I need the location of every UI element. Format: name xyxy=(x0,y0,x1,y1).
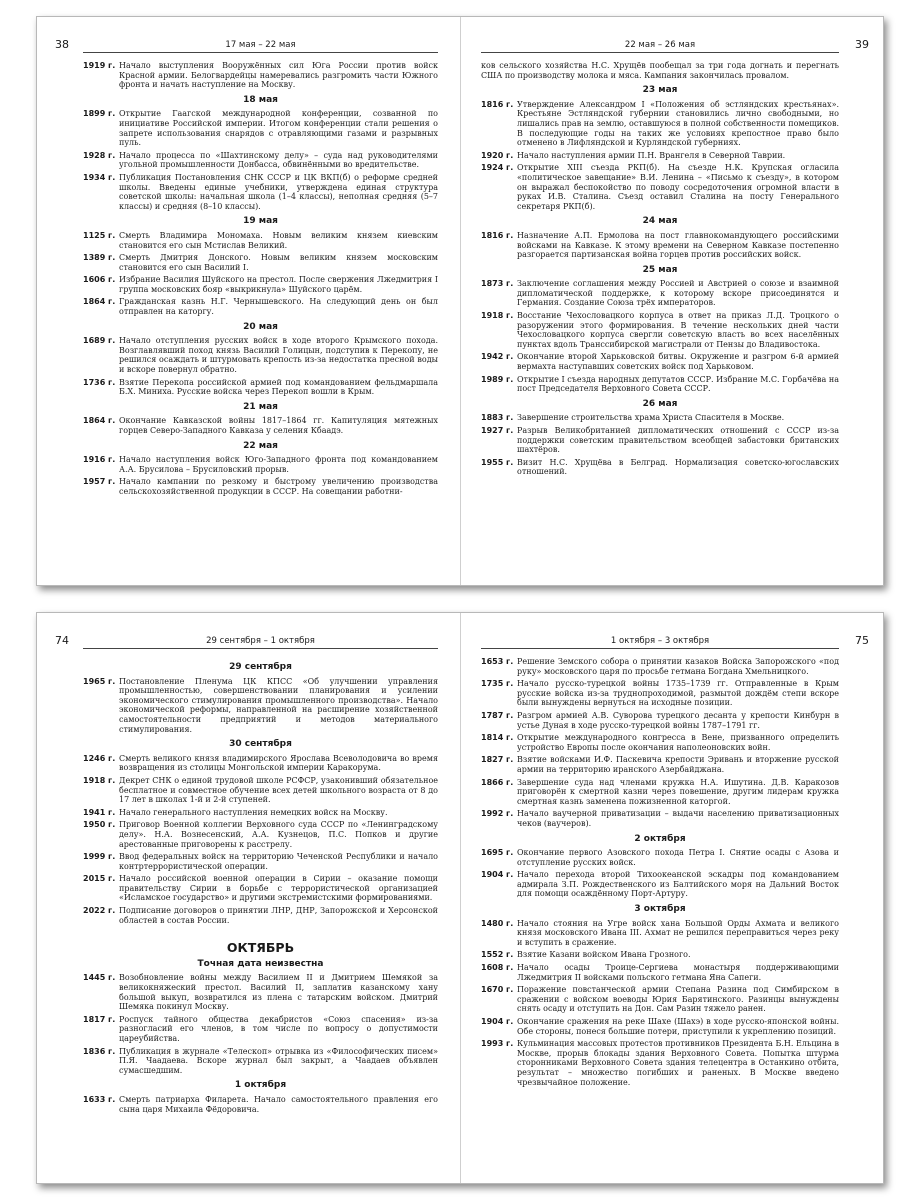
event-entry xyxy=(481,985,839,1014)
event-entry xyxy=(83,677,438,735)
event-text: Разгром армией А.В. Суворова турецкого десанта у крепости Кинбурн в устье Дуная в ходе русско-турецкой войны 1787–1791 гг. xyxy=(517,710,839,730)
event-text: Публикация в журнале «Телескоп» отрывка из «Философических писем» П.Я. Чаадаева. Вскоре журнал был закрыт, а Чаадаев объявлен сумасшедшим. xyxy=(119,1046,438,1075)
event-text: Начало российской военной операции в Сирии – оказание помощи правительству Сирии в борьбе с террористической организацией «Исламское государство» и другими экстремистскими формированиями. xyxy=(119,874,438,903)
event-entry xyxy=(481,963,839,982)
date-heading: 29 сентября xyxy=(229,662,292,672)
continued-text: ков сельского хозяйства Н.С. Хрущёв пообещал за три года догнать и перегнать США по производству молока и мяса. Кампания закончилась провалом. xyxy=(481,61,839,80)
event-text: Начало выступления Вооружённых сил Юга России против войск Красной армии. Белогвардейцы намеревались разгромить части Южного фронта и начать наступление на Москву. xyxy=(119,61,438,90)
running-header xyxy=(55,634,438,649)
page-number: 38 xyxy=(55,38,69,51)
event-year: 1814 г. xyxy=(481,733,514,743)
running-header xyxy=(481,634,869,649)
event-entry xyxy=(481,426,839,455)
page-number: 39 xyxy=(855,38,869,51)
event-year: 1992 г. xyxy=(481,809,514,819)
event-entry xyxy=(83,1015,438,1044)
date-heading: 30 сентября xyxy=(229,739,292,750)
event-entry xyxy=(83,61,438,90)
event-year: 1735 г. xyxy=(481,679,514,689)
event-entry xyxy=(83,455,438,474)
event-year: 1864 г. xyxy=(83,297,116,307)
event-text: Утверждение Александром I «Положения об эстляндских крестьянах». Крестьяне Эстляндской губернии становились лично свободными, но лишались прав на землю, оставшуюся в полной собственности помещиков. В последующие годы на таких же условиях крепостное право было отменено в Лифляндской и Курляндской губерниях. xyxy=(517,99,839,148)
event-entry xyxy=(83,1047,438,1076)
event-entry xyxy=(83,906,438,925)
event-text: Восстание Чехословацкого корпуса в ответ на приказ Л.Д. Троцкого о разоружении этого формирования. В течение нескольких дней части Чехословацкого корпуса свергли советскую власть во всех населённых пунктах вдоль Транссибирской магистрали от Пензы до Владивостока. xyxy=(517,311,839,349)
event-text: Открытие I съезда народных депутатов СССР. Избрание М.С. Горбачёва на пост Председателя Верховного Совета СССР. xyxy=(517,374,839,394)
event-year: 1919 г. xyxy=(83,61,116,70)
event-entry xyxy=(481,100,839,148)
event-entry xyxy=(481,413,839,423)
event-year: 1955 г. xyxy=(481,457,514,467)
event-year: 1816 г. xyxy=(481,230,514,240)
page-75 xyxy=(461,613,884,1183)
event-year: 1927 г. xyxy=(481,426,514,435)
event-year: 1920 г. xyxy=(481,150,514,160)
event-text: Кульминация массовых протестов противников Президента Б.Н. Ельцина в Москве, прорыв блокады здания Верховного Совета. Попытка штурма сторонниками Верховного Совета здания телецентра в Останкино отбита, результат – множество погибших и раненых. В Москве введено чрезвычайное положение. xyxy=(517,1039,839,1087)
event-year: 1904 г. xyxy=(481,870,514,880)
event-entry xyxy=(83,253,438,272)
event-year: 1941 г. xyxy=(83,807,116,817)
event-year: 1606 г. xyxy=(83,275,116,285)
date-heading: 3 октября xyxy=(634,904,686,915)
event-entry xyxy=(481,733,839,752)
event-entry xyxy=(481,657,839,676)
event-text: Окончание второй Харьковской битвы. Окружение и разгром 6-й армией вермахта наступавших советских войск под Харьковом. xyxy=(517,352,839,372)
event-entry xyxy=(83,874,438,903)
running-header xyxy=(481,38,869,53)
event-text: Открытие XIII съезда РКП(б). На съезде Н.К. Крупская огласила «политическое завещание» В.И. Ленина – «Письмо к съезду», в котором он выражал беспокойство по поводу сосредоточения огромной власти в руках И.В. Сталина. Съезд оставил Сталина на посту Генерального секретаря РКП(б). xyxy=(517,163,839,211)
event-text: Взятие Казани войском Ивана Грозного. xyxy=(517,950,691,960)
event-year: 1993 г. xyxy=(481,1039,514,1049)
event-text: Смерть великого князя владимирского Ярослава Всеволодовича во время возвращения из столицы Монгольской империи Каракорума. xyxy=(119,753,438,773)
page-number: 74 xyxy=(55,634,69,647)
event-text: Начало процесса по «Шахтинскому делу» – суда над руководителями угольной промышленности Донбасса, обвинёнными во вредительстве. xyxy=(119,150,438,170)
event-text: Визит Н.С. Хрущёва в Белград. Нормализация советско-югославских отношений. xyxy=(517,457,839,477)
event-entry xyxy=(83,808,438,818)
event-year: 1787 г. xyxy=(481,710,514,720)
event-year: 1883 г. xyxy=(481,413,514,423)
date-heading: 24 мая xyxy=(642,216,678,227)
event-entry xyxy=(481,311,839,349)
running-header xyxy=(55,38,438,53)
event-year: 1899 г. xyxy=(83,109,116,119)
event-year: 1934 г. xyxy=(83,172,116,182)
event-text: Подписание договоров о принятии ЛНР, ДНР, Запорожской и Херсонской областей в состав России. xyxy=(119,906,438,925)
event-text: Взятие войсками И.Ф. Паскевича крепости Эривань и вторжение русской армии на территорию иранского Азербайджана. xyxy=(517,755,839,774)
event-entry xyxy=(83,973,438,1011)
event-entry xyxy=(83,109,438,147)
event-entry xyxy=(481,809,839,828)
event-year: 1836 г. xyxy=(83,1046,116,1056)
event-entry xyxy=(83,275,438,294)
month-heading: ОКТЯБРЬ xyxy=(226,940,295,956)
page-number: 75 xyxy=(855,634,869,647)
event-year: 1480 г. xyxy=(481,918,514,928)
event-entry xyxy=(481,755,839,774)
event-entry xyxy=(481,848,839,867)
event-year: 1918 г. xyxy=(481,311,514,321)
event-year: 1942 г. xyxy=(481,352,514,362)
event-text: Публикация Постановления СНК СССР и ЦК ВКП(б) о реформе средней школы. Введены единые учебники, утверждена единая структура советской школы: начальная школа (1–4 классы), неполная средняя (5–7 классы) и средняя (8–10 классы). xyxy=(119,172,438,211)
event-entry xyxy=(83,378,438,397)
event-text: Начало отступления русских войск в ходе второго Крымского похода. Возглавлявший поход князь Василий Голицын, подступив к Перекопу, не решился осаждать и штурмовать крепость из-за недостатка пресной воды и вскоре повернул обратно. xyxy=(119,336,438,375)
event-entry xyxy=(481,870,839,899)
event-entry xyxy=(481,950,839,960)
event-entry xyxy=(83,852,438,871)
event-text: Начало стояния на Угре войск хана Большой Орды Ахмата и великого князя московского Ивана III. Ахмат не решился переправиться через реку и вступить в сражение. xyxy=(517,918,839,947)
event-year: 1389 г. xyxy=(83,253,116,263)
page-38 xyxy=(37,17,461,585)
date-heading: 23 мая xyxy=(642,85,678,96)
event-text: Декрет СНК о единой трудовой школе РСФСР, узаконивший обязательное бесплатное и совместное обучение всех детей школьного возраста от 8 до 17 лет в школах 1-й и 2-й ступеней. xyxy=(119,775,438,805)
event-year: 1653 г. xyxy=(481,657,514,666)
event-entry xyxy=(481,163,839,211)
event-text: Начало наступления войск Юго-Западного фронта под командованием А.А. Брусилова – Брусиловский прорыв. xyxy=(119,455,438,474)
event-entry xyxy=(481,151,839,161)
date-heading: 22 мая xyxy=(243,440,278,451)
event-year: 1918 г. xyxy=(83,775,116,785)
event-text: Завершение строительства храма Христа Спасителя в Москве. xyxy=(517,413,785,423)
event-year: 1633 г. xyxy=(83,1094,116,1104)
date-heading: 20 мая xyxy=(243,321,278,332)
page-body xyxy=(481,657,839,1090)
event-text: Постановление Пленума ЦК КПСС «Об улучшении управления промышленностью, совершенствовании планирования и усилении экономического стимулирования промышленного производства». Начало экономической реформы, направленной на расширение хозяйственной самостоятельности предприятий и методов материального стимулирования. xyxy=(119,676,438,734)
event-entry xyxy=(481,1039,839,1087)
event-entry xyxy=(83,820,438,849)
event-entry xyxy=(481,919,839,948)
header-date-range: 22 мая – 26 мая xyxy=(624,40,696,50)
event-entry xyxy=(481,778,839,807)
subheading: Точная дата неизвестна xyxy=(197,958,324,969)
header-date-range: 17 мая – 22 мая xyxy=(225,40,296,50)
event-year: 1816 г. xyxy=(481,99,514,109)
event-year: 1965 г. xyxy=(83,676,116,686)
event-text: Открытие международного конгресса в Вене, призванного определить устройство Европы после окончания наполеоновских войн. xyxy=(517,733,839,752)
event-entry xyxy=(83,1095,438,1114)
page-39 xyxy=(461,17,884,585)
event-text: Завершение суда над членами кружка Н.А. Ишутина. Д.В. Каракозов приговорён к смертной казни через повешение, другим лидерам кружка смертная казнь заменена пожизненной каторгой. xyxy=(517,777,839,806)
event-text: Разрыв Великобританией дипломатических отношений с СССР из-за поддержки советским правительством всеобщей забастовки британских шахтёров. xyxy=(517,426,839,455)
page-body xyxy=(481,61,839,480)
event-year: 1873 г. xyxy=(481,279,514,289)
event-year: 1864 г. xyxy=(83,416,116,426)
event-year: 1924 г. xyxy=(481,163,514,173)
event-year: 1736 г. xyxy=(83,377,116,387)
event-entry xyxy=(481,231,839,260)
event-text: Окончание сражения на реке Шахе (Шахэ) в ходе русско-японской войны. Обе стороны, понеся большие потери, приступили к укреплению позиций. xyxy=(517,1017,839,1036)
event-text: Начало наступления армии П.Н. Врангеля в Северной Таврии. xyxy=(517,150,786,160)
event-year: 1950 г. xyxy=(83,820,116,830)
event-entry xyxy=(83,297,438,316)
event-text: Смерть Дмитрия Донского. Новым великим князем московским становится его сын Василий I. xyxy=(119,253,438,272)
event-text: Окончание Кавказской войны 1817–1864 гг. Капитуляция мятежных горцев Северо-Западного Кавказа у селения Кбаадэ. xyxy=(119,416,438,435)
event-year: 1904 г. xyxy=(481,1017,514,1026)
event-text: Решение Земского собора о принятии казаков Войска Запорожского «под руку» московского царя по просьбе гетмана Богдана Хмельницкого. xyxy=(517,657,839,676)
event-text: Начало русско-турецкой войны 1735–1739 гг. Отправленные в Крым русские войска из-за труднопроходимой, размытой дождём степи вскоре были вынуждены вернуться на исходные позиции. xyxy=(517,679,839,708)
event-text: Возобновление войны между Василием II и Дмитрием Шемякой за великокняжеский престол. Василий II, заплатив казанскому хану большой выкуп, возвратился из плена с татарским войском. Дмитрий Шемяка покинул Москву. xyxy=(119,973,438,1012)
book-spread-bottom xyxy=(36,612,884,1184)
event-text: Начало кампании по резкому и быстрому увеличению производства сельскохозяйственной продукции в СССР. На совещании работни- xyxy=(119,477,438,496)
event-text: Ввод федеральных войск на территорию Чеченской Республики и начало контртеррористической операции. xyxy=(119,852,438,871)
event-year: 1928 г. xyxy=(83,150,116,160)
event-entry xyxy=(83,754,438,773)
event-text: Смерть Владимира Мономаха. Новым великим князем киевским становится его сын Мстислав Великий. xyxy=(119,230,438,250)
event-year: 2022 г. xyxy=(83,906,116,916)
event-year: 1246 г. xyxy=(83,753,116,763)
page-body xyxy=(83,657,438,1117)
date-heading: 1 октября xyxy=(234,1080,287,1091)
date-heading: 19 мая xyxy=(243,216,278,227)
date-heading: 2 октября xyxy=(634,833,686,844)
event-year: 2015 г. xyxy=(83,874,116,884)
event-year: 1866 г. xyxy=(481,777,514,787)
event-entry xyxy=(83,151,438,170)
event-year: 1989 г. xyxy=(481,374,514,384)
event-year: 1916 г. xyxy=(83,455,116,465)
event-text: Начало ваучерной приватизации – выдачи населению приватизационных чеков (ваучеров). xyxy=(517,809,839,828)
event-year: 1689 г. xyxy=(83,336,116,346)
event-entry xyxy=(481,679,839,708)
date-heading: 26 мая xyxy=(642,398,678,409)
date-heading: 21 мая xyxy=(243,401,278,412)
event-year: 1817 г. xyxy=(83,1014,116,1024)
event-year: 1670 г. xyxy=(481,985,514,995)
event-year: 1552 г. xyxy=(481,950,514,960)
event-year: 1695 г. xyxy=(481,848,514,858)
event-text: Начало генерального наступления немецких войск на Москву. xyxy=(119,807,388,817)
page-74 xyxy=(37,613,461,1183)
event-entry xyxy=(481,711,839,730)
event-text: Роспуск тайного общества декабристов «Союз спасения» из-за разногласий его членов, в том числе по вопросу о допустимости цареубийства. xyxy=(119,1014,438,1043)
event-entry xyxy=(481,1017,839,1036)
date-heading: 25 мая xyxy=(642,264,678,275)
event-text: Назначение А.П. Ермолова на пост главнокомандующего российскими войсками на Кавказе. К этому времени на Северном Кавказе постепенно разгорается партизанская война горцев против российских войск. xyxy=(517,230,839,260)
event-entry xyxy=(481,458,839,477)
event-text: Поражение повстанческой армии Степана Разина под Симбирском в сражении с войском воеводы Юрия Барятинского. Разинцы вынуждены снять осаду и отступить на Дон. Сам Разин тяжело ранен. xyxy=(517,985,839,1014)
event-text: Начало осады Троице-Сергиева монастыря поддерживающими Лжедмитрия II войсками польского гетмана Яна Сапеги. xyxy=(517,963,839,982)
header-date-range: 1 октября – 3 октября xyxy=(610,636,710,646)
page-body xyxy=(83,61,438,500)
event-year: 1125 г. xyxy=(83,230,116,240)
event-text: Окончание первого Азовского похода Петра I. Снятие осады с Азова и отступление русских войск. xyxy=(517,848,839,867)
date-heading: 18 мая xyxy=(243,94,278,105)
event-entry xyxy=(83,173,438,211)
event-year: 1957 г. xyxy=(83,477,116,487)
event-entry xyxy=(83,416,438,435)
event-text: Гражданская казнь Н.Г. Чернышевского. На следующий день он был отправлен на каторгу. xyxy=(119,297,438,317)
event-entry xyxy=(83,477,438,496)
event-text: Взятие Перекопа российской армией под командованием фельдмаршала Б.Х. Миниха. Русские войска через Перекоп вошли в Крым. xyxy=(119,377,438,397)
event-text: Приговор Военной коллегии Верховного суда СССР по «Ленинградскому делу». Н.А. Вознесенский, А.А. Кузнецов, П.С. Попков и другие арестованные приговорены к расстрелу. xyxy=(119,820,438,849)
event-entry xyxy=(83,776,438,805)
event-entry xyxy=(83,231,438,250)
event-year: 1445 г. xyxy=(83,973,116,983)
event-entry xyxy=(481,352,839,371)
event-year: 1608 г. xyxy=(481,963,514,973)
event-text: Избрание Василия Шуйского на престол. После свержения Лжедмитрия I группа московских бояр «выкрикнула» Шуйского царём. xyxy=(119,275,438,294)
book-spread-top xyxy=(36,16,884,586)
event-year: 1827 г. xyxy=(481,755,514,765)
event-text: Открытие Гаагской международной конференции, созванной по инициативе Российской империи. Итогом конференции стали решения о запрете использования снарядов с отравляющими газами и разрывных пуль. xyxy=(119,109,438,148)
event-text: Заключение соглашения между Россией и Австрией о союзе и взаимной дипломатической поддержке, к которому вскоре присоединятся и Германия. Создание Союза трёх императоров. xyxy=(517,279,839,308)
event-entry xyxy=(481,279,839,308)
header-date-range: 29 сентября – 1 октября xyxy=(206,636,315,646)
event-entry xyxy=(481,375,839,394)
event-text: Начало перехода второй Тихоокеанской эскадры под командованием адмирала З.П. Рождественского из Балтийского моря на Дальний Восток для помощи осаждённому Порт-Артуру. xyxy=(517,870,839,899)
event-year: 1999 г. xyxy=(83,852,116,862)
event-entry xyxy=(83,336,438,374)
event-text: Смерть патриарха Филарета. Начало самостоятельного правления его сына царя Михаила Фёдоровича. xyxy=(119,1094,438,1114)
